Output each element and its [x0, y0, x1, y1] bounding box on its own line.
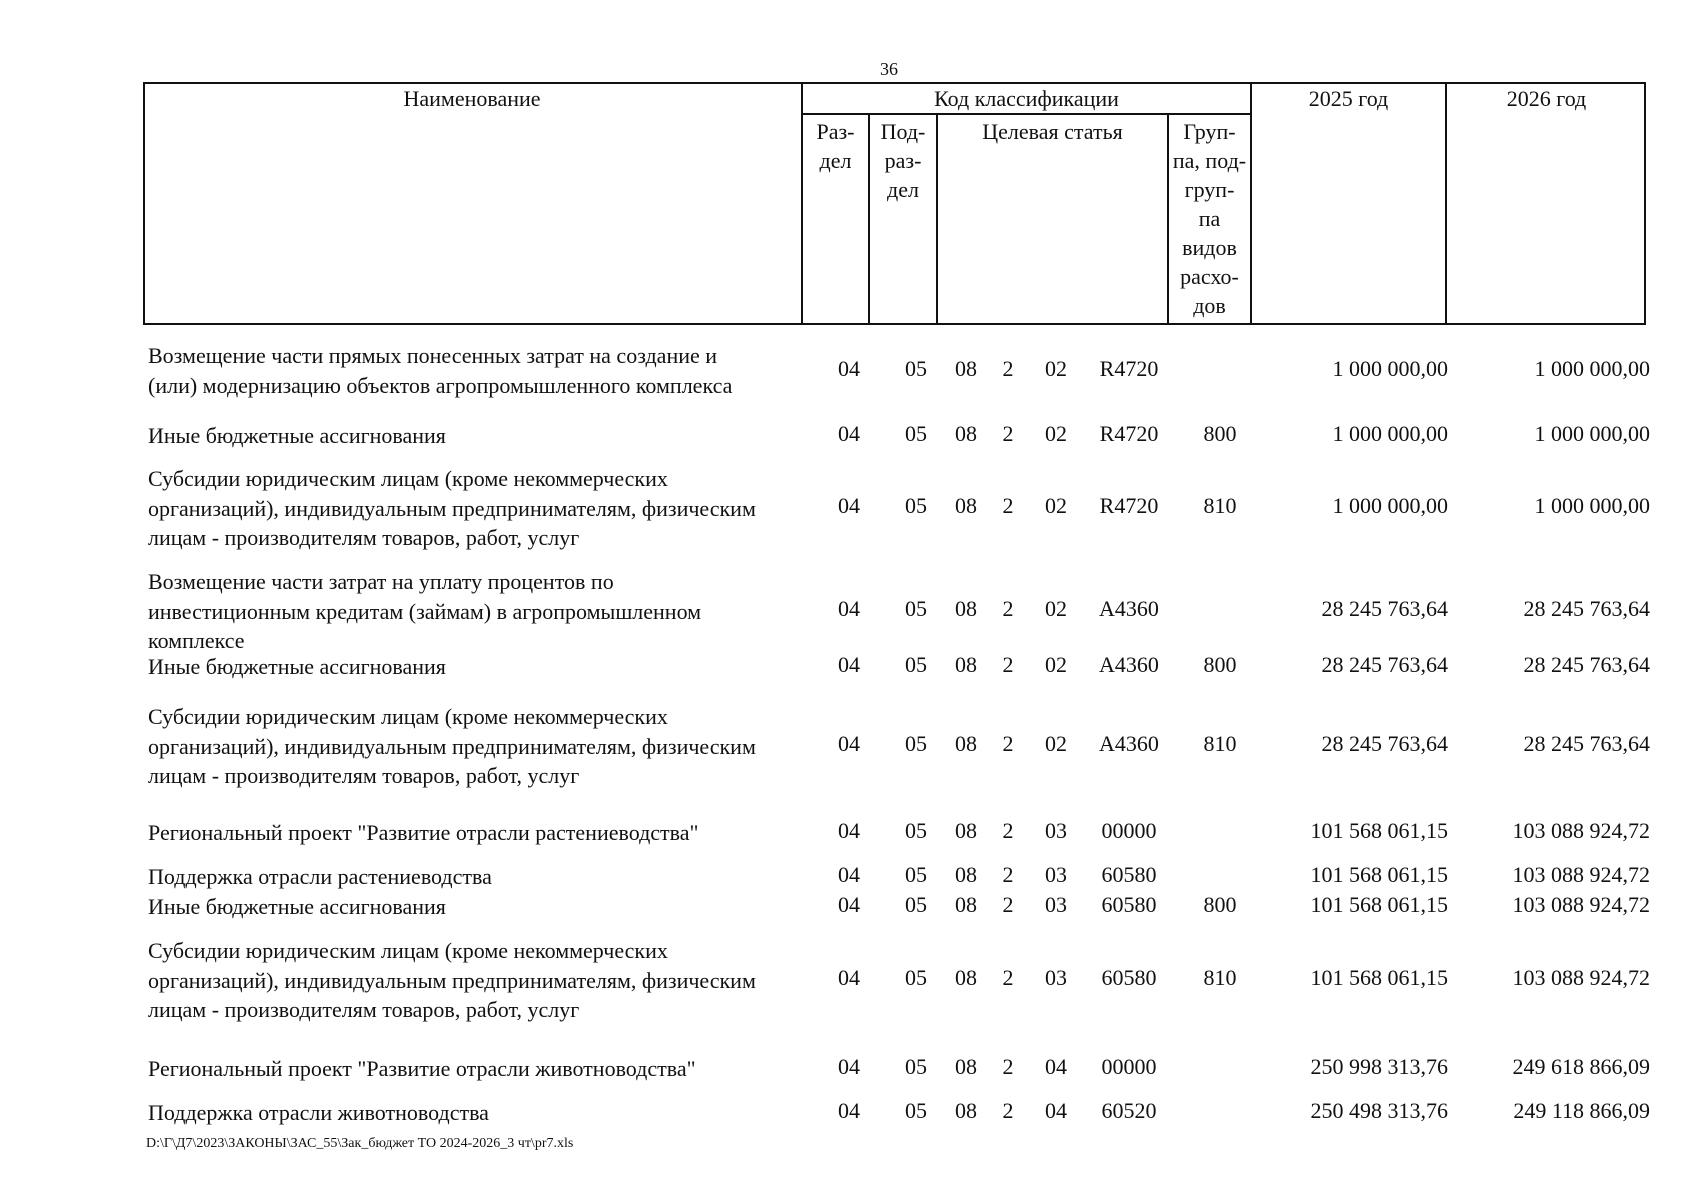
- cell-cs3: 04: [1045, 1098, 1067, 1123]
- cell-y2025: 250 498 313,76: [1310, 1098, 1448, 1123]
- cell-cs3: 04: [1045, 1054, 1067, 1079]
- cell-cs4: 60520: [1101, 1098, 1157, 1123]
- cell-cs1: 08: [955, 652, 977, 677]
- cell-razdel: 04: [838, 356, 860, 381]
- cell-cs1: 08: [955, 1054, 977, 1079]
- row-name-line: лицам - производителям товаров, работ, услуг: [148, 763, 580, 788]
- row-name: [148, 341, 808, 400]
- cell-cs1: 08: [955, 596, 977, 621]
- cell-cs1: 08: [955, 356, 977, 381]
- row-name-line: организаций), индивидуальным предпринимателям, физическим: [148, 967, 756, 993]
- table-header: [143, 82, 1646, 325]
- cell-cs2: 2: [1002, 862, 1014, 887]
- cell-cs2: 2: [1002, 965, 1014, 990]
- cell-cs2: 2: [1002, 1098, 1014, 1123]
- cell-y2026: 103 088 924,72: [1512, 862, 1650, 887]
- cell-cs2: 2: [1002, 1054, 1014, 1079]
- row-name: [148, 464, 808, 553]
- cell-y2025: 1 000 000,00: [1332, 493, 1448, 518]
- row-name: [148, 421, 808, 451]
- header-year-2025: 2025 год: [1308, 86, 1389, 111]
- cell-y2026: 103 088 924,72: [1512, 965, 1650, 990]
- row-name-line: Субсидии юридическим лицам (кроме некоммерческих: [148, 466, 668, 491]
- cell-cs4: 60580: [1101, 965, 1157, 990]
- header-section: Раз- дел: [816, 119, 855, 173]
- cell-cs1: 08: [955, 818, 977, 843]
- row-name-line: (или) модернизацию объектов агропромышленного комплекса: [148, 372, 733, 398]
- row-name-line: Субсидии юридическим лицам (кроме некоммерческих: [148, 938, 668, 963]
- cell-cs4: 00000: [1101, 818, 1157, 843]
- row-name-line: Поддержка отрасли животноводства: [148, 1100, 489, 1125]
- header-classification-code: Код классификации: [934, 86, 1119, 111]
- cell-podrazdel: 05: [905, 892, 927, 917]
- cell-cs3: 02: [1045, 421, 1067, 446]
- cell-y2025: 101 568 061,15: [1310, 862, 1448, 887]
- cell-y2025: 101 568 061,15: [1310, 892, 1448, 917]
- row-name: [148, 652, 808, 682]
- cell-cs1: 08: [955, 892, 977, 917]
- cell-y2025: 101 568 061,15: [1310, 965, 1448, 990]
- cell-cs2: 2: [1002, 652, 1014, 677]
- row-name-line: Возмещение части затрат на уплату процентов по: [148, 569, 614, 594]
- row-name-line: Иные бюджетные ассигнования: [148, 423, 446, 448]
- cell-razdel: 04: [838, 892, 860, 917]
- cell-cs4: R4720: [1099, 493, 1159, 518]
- cell-cs4: A4360: [1099, 596, 1159, 621]
- row-name: [148, 818, 808, 848]
- row-name-line: Региональный проект "Развитие отрасли животноводства": [148, 1056, 696, 1081]
- row-name-line: Субсидии юридическим лицам (кроме некоммерческих: [148, 704, 668, 729]
- row-name: [148, 892, 808, 922]
- cell-cs1: 08: [955, 493, 977, 518]
- row-name-line: Возмещение части прямых понесенных затрат на создание и: [148, 343, 718, 368]
- cell-podrazdel: 05: [905, 652, 927, 677]
- cell-y2026: 28 245 763,64: [1523, 731, 1650, 756]
- cell-razdel: 04: [838, 493, 860, 518]
- cell-cs2: 2: [1002, 731, 1014, 756]
- cell-y2026: 103 088 924,72: [1512, 892, 1650, 917]
- cell-podrazdel: 05: [905, 731, 927, 756]
- cell-cs4: R4720: [1099, 356, 1159, 381]
- cell-y2025: 28 245 763,64: [1321, 731, 1448, 756]
- row-name-line: лицам - производителям товаров, работ, услуг: [148, 997, 580, 1022]
- row-name-line: Иные бюджетные ассигнования: [148, 894, 446, 919]
- cell-cs4: 00000: [1101, 1054, 1157, 1079]
- cell-y2026: 103 088 924,72: [1512, 818, 1650, 843]
- cell-cs3: 02: [1045, 596, 1067, 621]
- row-name-line: Региональный проект "Развитие отрасли растениеводства": [148, 820, 699, 845]
- cell-cs3: 02: [1045, 493, 1067, 518]
- cell-cs4: A4360: [1099, 652, 1159, 677]
- cell-razdel: 04: [838, 731, 860, 756]
- row-name-line: лицам - производителям товаров, работ, услуг: [148, 525, 580, 550]
- row-name: [148, 1098, 808, 1128]
- cell-cs3: 02: [1045, 356, 1067, 381]
- cell-cs3: 02: [1045, 731, 1067, 756]
- cell-razdel: 04: [838, 596, 860, 621]
- row-name: [148, 936, 808, 1025]
- row-name-line: организаций), индивидуальным предпринимателям, физическим: [148, 495, 756, 521]
- header-divider: [801, 113, 1252, 115]
- cell-razdel: 04: [838, 652, 860, 677]
- cell-cs3: 03: [1045, 862, 1067, 887]
- cell-cs2: 2: [1002, 596, 1014, 621]
- cell-razdel: 04: [838, 1054, 860, 1079]
- cell-y2025: 1 000 000,00: [1332, 421, 1448, 446]
- cell-y2025: 250 998 313,76: [1310, 1054, 1448, 1079]
- header-divider: [1250, 82, 1252, 325]
- cell-podrazdel: 05: [905, 862, 927, 887]
- row-name-line: Поддержка отрасли растениеводства: [148, 864, 492, 889]
- cell-razdel: 04: [838, 421, 860, 446]
- cell-cs4: A4360: [1099, 731, 1159, 756]
- cell-podrazdel: 05: [905, 421, 927, 446]
- cell-vr: 810: [1203, 493, 1237, 518]
- row-name: [148, 1054, 808, 1084]
- cell-podrazdel: 05: [905, 965, 927, 990]
- row-name: [148, 862, 808, 892]
- header-subsection: Под- раз- дел: [880, 119, 926, 202]
- cell-razdel: 04: [838, 1098, 860, 1123]
- cell-podrazdel: 05: [905, 1098, 927, 1123]
- cell-cs1: 08: [955, 421, 977, 446]
- cell-cs4: 60580: [1101, 862, 1157, 887]
- header-target-article: Целевая статья: [982, 119, 1123, 144]
- header-divider: [1445, 82, 1447, 325]
- cell-razdel: 04: [838, 818, 860, 843]
- cell-podrazdel: 05: [905, 356, 927, 381]
- cell-cs2: 2: [1002, 421, 1014, 446]
- cell-cs1: 08: [955, 1098, 977, 1123]
- cell-podrazdel: 05: [905, 818, 927, 843]
- row-name-line: организаций), индивидуальным предпринимателям, физическим: [148, 733, 756, 759]
- cell-vr: 810: [1203, 731, 1237, 756]
- cell-vr: 800: [1203, 421, 1237, 446]
- cell-vr: 810: [1203, 965, 1237, 990]
- cell-cs3: 03: [1045, 818, 1067, 843]
- cell-razdel: 04: [838, 862, 860, 887]
- cell-podrazdel: 05: [905, 1054, 927, 1079]
- header-name: Наименование: [403, 86, 541, 111]
- cell-cs2: 2: [1002, 818, 1014, 843]
- cell-podrazdel: 05: [905, 493, 927, 518]
- cell-y2026: 28 245 763,64: [1523, 596, 1650, 621]
- cell-y2026: 28 245 763,64: [1523, 652, 1650, 677]
- page-number: 36: [880, 59, 898, 79]
- cell-cs3: 03: [1045, 892, 1067, 917]
- row-name: [148, 702, 808, 791]
- cell-y2026: 1 000 000,00: [1534, 421, 1650, 446]
- cell-podrazdel: 05: [905, 596, 927, 621]
- cell-y2025: 101 568 061,15: [1310, 818, 1448, 843]
- cell-vr: 800: [1203, 652, 1237, 677]
- row-name-line: инвестиционным кредитам (займам) в агропромышленном: [148, 598, 702, 624]
- cell-cs2: 2: [1002, 493, 1014, 518]
- row-name: [148, 567, 808, 656]
- cell-cs1: 08: [955, 862, 977, 887]
- cell-cs4: R4720: [1099, 421, 1159, 446]
- cell-cs3: 03: [1045, 965, 1067, 990]
- file-path: D:\Г\Д7\2023\ЗАКОНЫ\ЗАС_55\Зак_бюджет ТО 2024-2026_3 чт\pr7.xls: [146, 1136, 574, 1151]
- cell-y2025: 1 000 000,00: [1332, 356, 1448, 381]
- cell-y2026: 249 618 866,09: [1512, 1054, 1650, 1079]
- cell-cs4: 60580: [1101, 892, 1157, 917]
- cell-y2026: 249 118 866,09: [1513, 1098, 1650, 1123]
- cell-y2026: 1 000 000,00: [1534, 356, 1650, 381]
- cell-vr: 800: [1203, 892, 1237, 917]
- row-name-line: Иные бюджетные ассигнования: [148, 654, 446, 679]
- cell-y2025: 28 245 763,64: [1321, 596, 1448, 621]
- cell-y2026: 1 000 000,00: [1534, 493, 1650, 518]
- cell-razdel: 04: [838, 965, 860, 990]
- cell-cs2: 2: [1002, 356, 1014, 381]
- cell-cs1: 08: [955, 731, 977, 756]
- cell-cs2: 2: [1002, 892, 1014, 917]
- cell-y2025: 28 245 763,64: [1321, 652, 1448, 677]
- header-expense-group: Груп- па, под- груп- па видов расхо- дов: [1172, 119, 1247, 318]
- header-year-2026: 2026 год: [1506, 86, 1587, 111]
- row-name-line: комплексе: [148, 628, 245, 653]
- cell-cs1: 08: [955, 965, 977, 990]
- cell-cs3: 02: [1045, 652, 1067, 677]
